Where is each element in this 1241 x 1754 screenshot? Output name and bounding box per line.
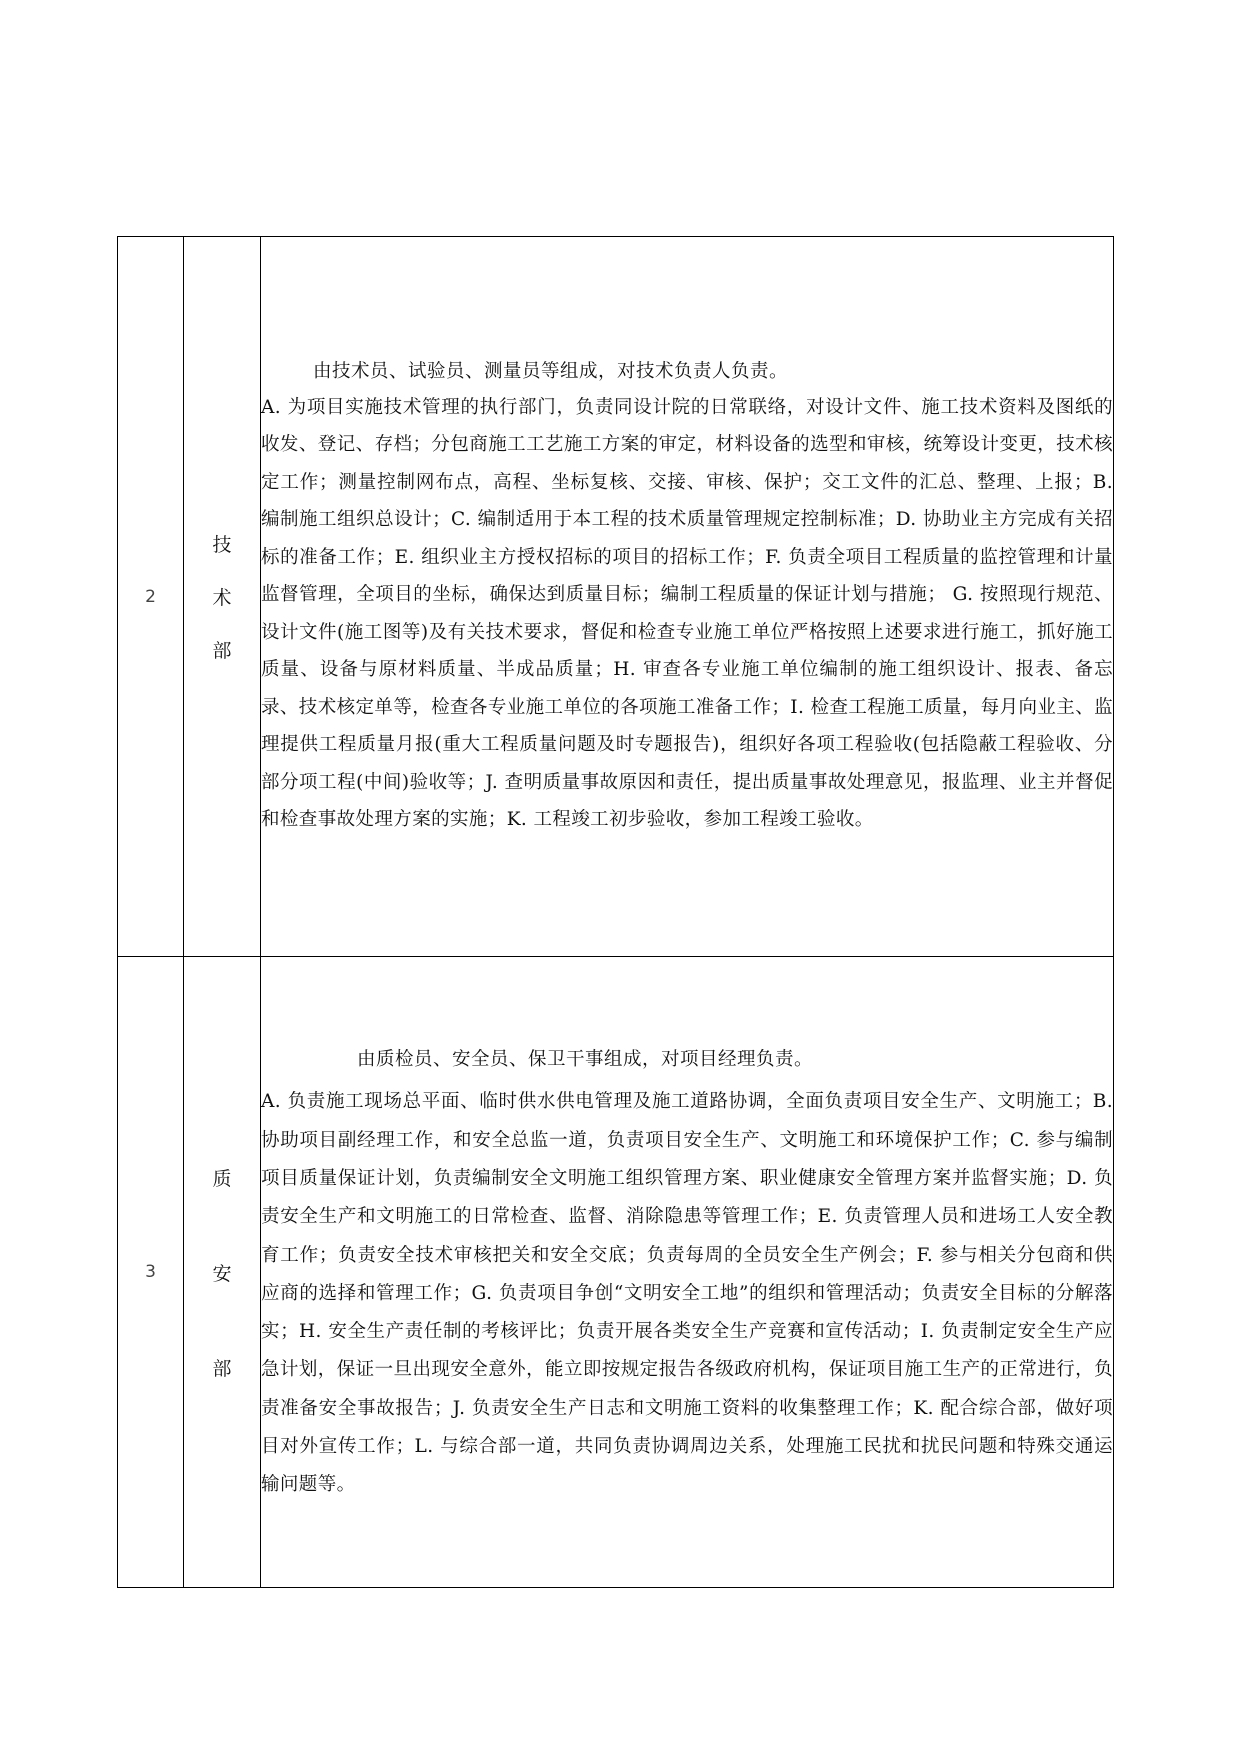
table-row-quality-safety-department [118, 957, 1114, 1588]
department-name-char: 术 [212, 587, 232, 609]
duties-cell [261, 957, 1114, 1588]
department-name-char: 安 [212, 1262, 232, 1285]
department-duties: A. 负责施工现场总平面、临时供水供电管理及施工道路协调，全面负责项目安全生产、文明施工；B. 协助项目副经理工作，和安全总监一道，负责项目安全生产、文明施工和环境保护工作；C. 参与编制项目质量保证计划，负责编制安全文明施工组织管理方案、职业健康安全管理方案并监督实施；D. 负责安全生产和文明施工的日常检查、监督、消除隐患等管理工作；E. 负责管理人员和进场工人安全教育工作；负责安全技术审核把关和安全交底；负责每周的全员安全生产例会；F. 参与相关分包商和供应商的选择和管理工作；G. 负责项目争创“文明安全工地”的组织和管理活动；负责安全目标的分解落实；H. 安全生产责任制的考核评比；负责开展各类安全生产竞赛和宣传活动；I. 负责制定安全生产应急计划，保证一旦出现安全意外，能立即按规定报告各级政府机构，保证项目施工生产的正常进行，负责准备安全事故报告；J. 负责安全生产日志和文明施工资料的收集整理工作；K. 配合综合部，做好项目对外宣传工作；L. 与综合部一道，共同负责协调周边关系，处理施工民扰和扰民问题和特殊交通运输问题等。 [261, 1091, 1113, 1496]
duties-cell [261, 237, 1114, 957]
department-name-char: 部 [212, 1357, 232, 1380]
department-name-cell [184, 957, 261, 1588]
row-number: 3 [118, 957, 184, 1588]
department-name [212, 1164, 231, 1381]
row-number: 2 [118, 237, 184, 957]
department-intro: 由技术员、试验员、测量员等组成，对技术负责人负责。 [313, 360, 789, 382]
table-row-technical-department [118, 237, 1114, 957]
department-duties-table [117, 236, 1114, 1588]
department-name-cell [184, 237, 261, 957]
department-name-char: 质 [212, 1167, 232, 1190]
department-duties: A. 为项目实施技术管理的执行部门，负责同设计院的日常联络，对设计文件、施工技术资料及图纸的收发、登记、存档；分包商施工工艺施工方案的审定，材料设备的选型和审核，统筹设计变更，技术核定工作；测量控制网布点，高程、坐标复核、交接、审核、保护；交工文件的汇总、整理、上报；B. 编制施工组织总设计；C. 编制适用于本工程的技术质量管理规定控制标准；D. 协助业主方完成有关招标的准备工作；E. 组织业主方授权招标的项目的招标工作；F. 负责全项目工程质量的监控管理和计量监督管理，全项目的坐标，确保达到质量目标；编制工程质量的保证计划与措施； G. 按照现行规范、设计文件(施工图等)及有关技术要求，督促和检查专业施工单位严格按照上述要求进行施工，抓好施工质量、设备与原材料质量、半成品质量；H. 审查各专业施工单位编制的施工组织设计、报表、备忘录、技术核定单等，检查各专业施工单位的各项施工准备工作；I. 检查工程施工质量，每月向业主、监理提供工程质量月报(重大工程质量问题及时专题报告)，组织好各项工程验收(包括隐蔽工程验收、分部分项工程(中间)验收等；J. 查明质量事故原因和责任，提出质量事故处理意见，报监理、业主并督促和检查事故处理方案的实施；K. 工程竣工初步验收，参加工程竣工验收。 [261, 396, 1113, 830]
department-name-char: 技 [212, 534, 232, 556]
department-intro: 由质检员、安全员、保卫干事组成，对项目经理负责。 [357, 1049, 814, 1071]
department-name [212, 530, 231, 663]
department-name-char: 部 [212, 640, 232, 662]
